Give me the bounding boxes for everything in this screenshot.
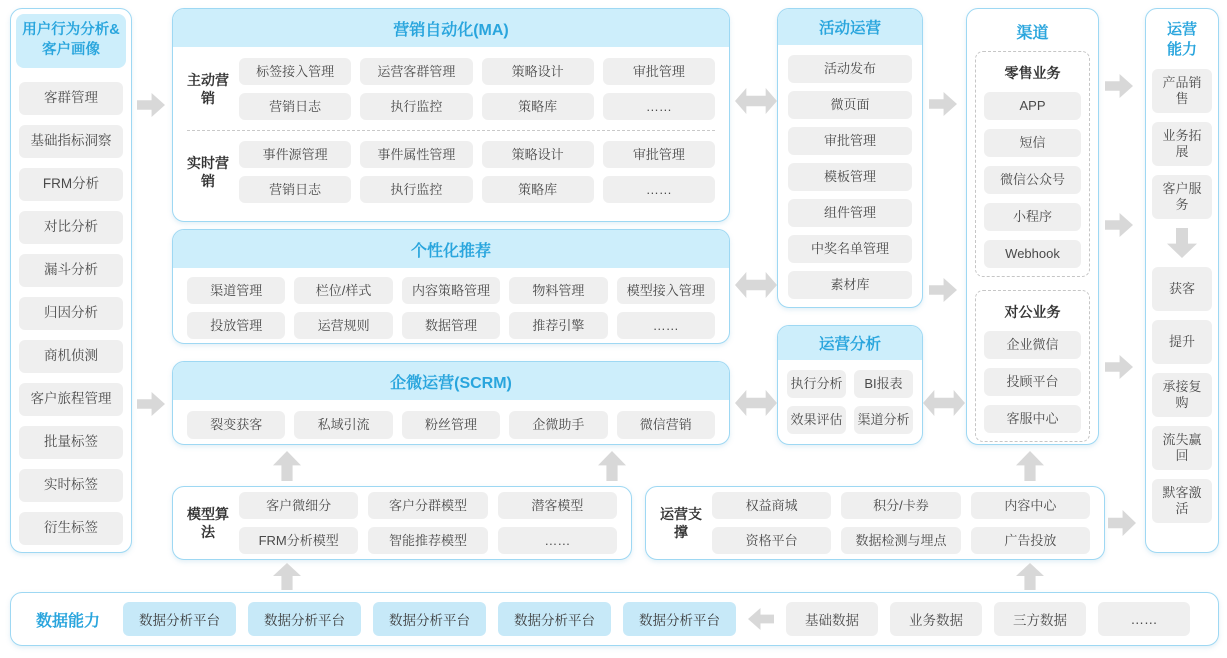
module-box: 营销日志: [239, 93, 351, 120]
module-box: 审批管理: [603, 58, 715, 85]
panel-operation-capability: [1145, 8, 1219, 553]
module-box: 流失赢回: [1152, 426, 1212, 470]
module-box: 资格平台: [712, 527, 831, 554]
module-box: 执行分析: [787, 370, 846, 398]
module-box: 积分/卡券: [841, 492, 960, 519]
module-box: APP: [984, 92, 1081, 120]
module-box: 事件属性管理: [360, 141, 472, 168]
group-label: 实时营销: [187, 154, 229, 189]
panel-title: 个性化推荐: [173, 230, 729, 268]
panel-scrm: [172, 361, 730, 445]
arrow-double-horizontal-icon: [735, 88, 777, 114]
module-box: 数据管理: [402, 312, 500, 339]
module-box: 实时标签: [19, 469, 123, 502]
panel-personalized-recommendation: [172, 229, 730, 344]
module-box: 客群管理: [19, 82, 123, 115]
arrow-right-icon: [1105, 355, 1133, 379]
module-box: 策略库: [482, 93, 594, 120]
module-box: Webhook: [984, 240, 1081, 268]
source-box: 三方数据: [994, 602, 1086, 636]
module-box: 客户服务: [1152, 175, 1212, 219]
module-box: 客户分群模型: [368, 492, 487, 519]
module-box: 企微助手: [509, 411, 607, 439]
panel-title: 企微运营(SCRM): [173, 362, 729, 400]
module-box: 微信营销: [617, 411, 715, 439]
platform-box: 数据分析平台: [373, 602, 486, 636]
arrow-up-icon: [598, 451, 626, 481]
arrow-right-icon: [929, 92, 957, 116]
arrow-down-icon: [1167, 228, 1197, 258]
module-box: BI报表: [854, 370, 913, 398]
module-box: 批量标签: [19, 426, 123, 459]
module-box: 短信: [984, 129, 1081, 157]
arrow-right-icon: [929, 278, 957, 302]
module-box: 渠道分析: [854, 406, 913, 434]
panel-operation-support: [645, 486, 1105, 560]
module-box: 事件源管理: [239, 141, 351, 168]
module-box: 模型接入管理: [617, 277, 715, 304]
panel-title: 运营能力: [1166, 21, 1197, 58]
module-box: 效果评估: [787, 406, 846, 434]
module-box: 衍生标签: [19, 512, 123, 545]
module-box: 审批管理: [603, 141, 715, 168]
module-box: 潜客模型: [498, 492, 617, 519]
arrow-right-icon: [137, 392, 165, 416]
module-box: 裂变获客: [187, 411, 285, 439]
module-box: 内容中心: [971, 492, 1090, 519]
panel-data-capability: [10, 592, 1219, 646]
arrow-up-icon: [1016, 451, 1044, 481]
module-box: 推荐引擎: [509, 312, 607, 339]
arrow-up-icon: [1016, 563, 1044, 590]
module-box: 执行监控: [360, 176, 472, 203]
panel-title: 运营分析: [778, 326, 922, 360]
module-box: 获客: [1152, 267, 1212, 311]
module-box: 小程序: [984, 203, 1081, 231]
module-box: 素材库: [788, 271, 912, 299]
module-box: 商机侦测: [19, 340, 123, 373]
platform-box: 数据分析平台: [623, 602, 736, 636]
panel-marketing-automation: [172, 8, 730, 222]
module-box: 对比分析: [19, 211, 123, 244]
module-box: ……: [617, 312, 715, 339]
module-box: 智能推荐模型: [368, 527, 487, 554]
module-box: 客户旅程管理: [19, 383, 123, 416]
module-box: 策略设计: [482, 58, 594, 85]
module-box: 中奖名单管理: [788, 235, 912, 263]
module-box: ……: [498, 527, 617, 554]
module-box: 策略库: [482, 176, 594, 203]
user-behavior-items: [11, 73, 131, 554]
source-box: 业务数据: [890, 602, 982, 636]
panel-title: 渠道: [1016, 25, 1049, 42]
group-title: 零售业务: [1004, 65, 1061, 81]
arrow-right-icon: [1108, 510, 1136, 536]
module-box: FRM分析模型: [239, 527, 358, 554]
module-box: 数据检测与埋点: [841, 527, 960, 554]
module-box: ……: [603, 176, 715, 203]
module-box: 组件管理: [788, 199, 912, 227]
source-box: 基础数据: [786, 602, 878, 636]
module-box: 粉丝管理: [402, 411, 500, 439]
module-box: 内容策略管理: [402, 277, 500, 304]
arrow-right-icon: [1105, 74, 1133, 98]
module-box: 广告投放: [971, 527, 1090, 554]
module-box: 企业微信: [984, 331, 1081, 359]
panel-operation-analysis: [777, 325, 923, 445]
platform-box: 数据分析平台: [123, 602, 236, 636]
arrow-up-icon: [273, 451, 301, 481]
panel-title: 数据能力: [35, 612, 100, 630]
module-box: 客服中心: [984, 405, 1081, 433]
arrow-double-horizontal-icon: [735, 272, 777, 298]
arrow-double-horizontal-icon: [923, 390, 965, 416]
module-box: 渠道管理: [187, 277, 285, 304]
module-box: 运营客群管理: [360, 58, 472, 85]
group-title: 对公业务: [1004, 304, 1061, 320]
module-box: 策略设计: [482, 141, 594, 168]
channel-corporate-group: [975, 290, 1090, 442]
panel-title: 用户行为分析&客户画像: [16, 14, 126, 68]
channel-retail-group: [975, 51, 1090, 277]
platform-box: 数据分析平台: [248, 602, 361, 636]
arrow-left-icon: [748, 608, 774, 630]
module-box: 运营规则: [294, 312, 392, 339]
module-box: 营销日志: [239, 176, 351, 203]
module-box: 投顾平台: [984, 368, 1081, 396]
module-box: 模板管理: [788, 163, 912, 191]
module-box: 投放管理: [187, 312, 285, 339]
module-box: 标签接入管理: [239, 58, 351, 85]
module-box: 权益商城: [712, 492, 831, 519]
group-label: 运营支撑: [660, 505, 702, 540]
module-box: 活动发布: [788, 55, 912, 83]
arrow-up-icon: [273, 563, 301, 590]
arrow-double-horizontal-icon: [735, 390, 777, 416]
module-box: 默客激活: [1152, 479, 1212, 523]
module-box: 基础指标洞察: [19, 125, 123, 158]
module-box: 私域引流: [294, 411, 392, 439]
panel-user-behavior: [10, 8, 132, 553]
source-box: ……: [1098, 602, 1190, 636]
group-label: 主动营销: [187, 71, 229, 106]
module-box: 栏位/样式: [294, 277, 392, 304]
module-box: 物料管理: [509, 277, 607, 304]
module-box: FRM分析: [19, 168, 123, 201]
arrow-right-icon: [1105, 213, 1133, 237]
dashed-divider: [187, 130, 715, 131]
platform-box: 数据分析平台: [498, 602, 611, 636]
module-box: 产品销售: [1152, 69, 1212, 113]
module-box: 客户微细分: [239, 492, 358, 519]
module-box: 审批管理: [788, 127, 912, 155]
module-box: 执行监控: [360, 93, 472, 120]
arrow-right-icon: [137, 93, 165, 117]
module-box: 微页面: [788, 91, 912, 119]
module-box: 提升: [1152, 320, 1212, 364]
panel-campaign-operation: [777, 8, 923, 308]
module-box: 微信公众号: [984, 166, 1081, 194]
panel-model-algorithm: [172, 486, 632, 560]
panel-title: 营销自动化(MA): [173, 9, 729, 47]
panel-title: 活动运营: [778, 9, 922, 45]
module-box: 归因分析: [19, 297, 123, 330]
module-box: ……: [603, 93, 715, 120]
panel-channel: [966, 8, 1099, 445]
module-box: 漏斗分析: [19, 254, 123, 287]
module-box: 承接复购: [1152, 373, 1212, 417]
module-box: 业务拓展: [1152, 122, 1212, 166]
group-label: 模型算法: [187, 505, 229, 540]
